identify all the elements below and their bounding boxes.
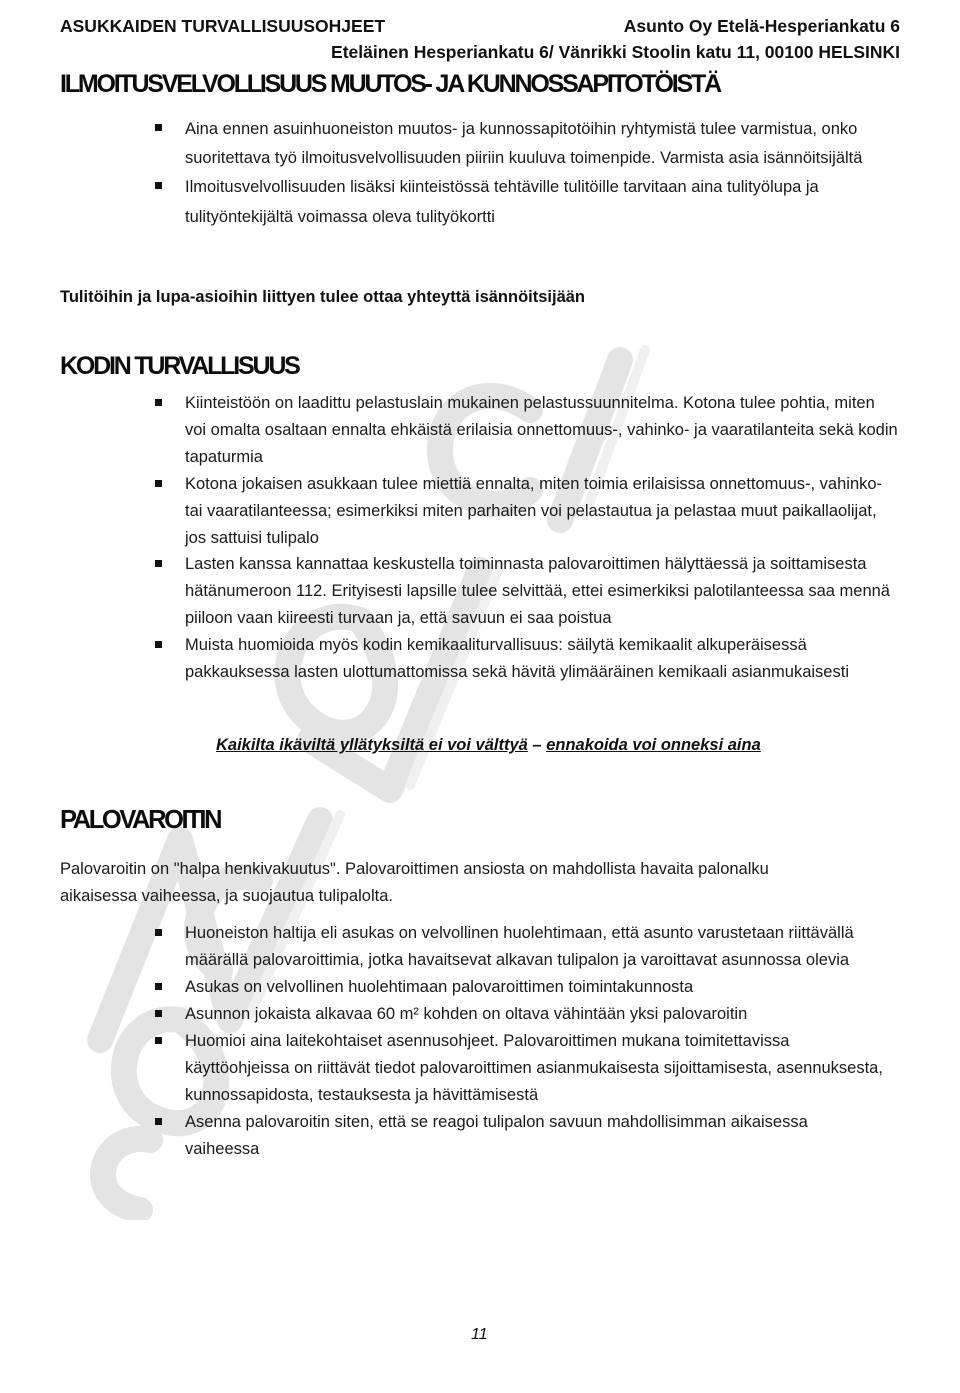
bullet-icon xyxy=(155,560,162,567)
safety-reminder-note: Kaikilta ikäviltä yllätyksiltä ei voi välttyä – ennakoida voi onneksi aina xyxy=(216,736,761,754)
bullet-icon xyxy=(155,1037,162,1044)
list-item: Lasten kanssa kannattaa keskustella toiminnasta palovaroittimen hälyttäessä ja soittamisesta hätänumeroon 112. Erityisesti lapsille tulee selvittää, ettei esimerkiksi palotilanteessa saa mennä piiloon vaan kiireesti turvaan ja, että savuun ei saa poistua xyxy=(185,551,900,632)
list-item: Huoneiston haltija eli asukas on velvollinen huolehtimaan, että asunto varustetaan riittävällä määrällä palovaroittimia, jotka havaitsevat alkavan tulipalon ja varoittavat asunnossa olevia xyxy=(185,920,885,974)
page-number: 11 xyxy=(471,1326,488,1343)
bullet-icon xyxy=(155,480,162,487)
hot-work-contact-note: Tulitöihin ja lupa-asioihin liittyen tulee ottaa yhteyttä isännöitsijään xyxy=(60,288,586,306)
bullet-icon xyxy=(155,182,162,189)
bullet-icon xyxy=(155,1118,162,1125)
smoke-detector-intro: Palovaroitin on "halpa henkivakuutus". Palovaroittimen ansiosta on mahdollista havaita palonalku aikaisessa vaiheessa, ja suojautua tulipalolta. xyxy=(60,860,769,905)
list-item: Kiinteistöön on laadittu pelastuslain mukainen pelastussuunnitelma. Kotona tulee pohtia, miten voi omalta osaltaan ennalta ehkäistä erilaisia onnettomuus-, vahinko- ja vaaratilanteita sekä kodin tapaturmia xyxy=(185,390,900,471)
bullet-icon xyxy=(155,124,162,131)
list-item: Asukas on velvollinen huolehtimaan palovaroittimen toimintakunnosta xyxy=(185,974,885,1001)
list-item: Ilmoitusvelvollisuuden lisäksi kiinteistössä tehtäville tulitöille tarvitaan aina tulityölupa ja tulityöntekijältä voimassa oleva tulityökortti xyxy=(185,173,900,231)
list-item: Kotona jokaisen asukkaan tulee miettiä ennalta, miten toimia erilaisissa onnettomuus-, vahinko- tai vaaratilanteessa; esimerkiksi miten parhaiten voi pelastautua ja pelastaa muut paikallaolijat, jos sattuisi tulipalo xyxy=(185,471,900,552)
bullet-icon xyxy=(155,399,162,406)
housing-company-address: Eteläinen Hesperiankatu 6/ Vänrikki Stoolin katu 11, 00100 HELSINKI xyxy=(331,42,900,62)
list-item: Huomioi aina laitekohtaiset asennusohjeet. Palovaroittimen mukana toimitettavissa käyttöohjeissa on riittävät tiedot palovaroittimen asianmukaisesta sijoittamisesta, asennuksesta, kunnossapidosta, testauksesta ja hävittämisestä xyxy=(185,1028,885,1109)
section-heading-smoke-detector: PALOVAROITIN xyxy=(60,806,221,834)
document-header-title: ASUKKAIDEN TURVALLISUUSOHJEET xyxy=(60,16,386,36)
smoke-detector-bullet-list xyxy=(185,920,885,1163)
bullet-icon xyxy=(155,983,162,990)
list-item: Aina ennen asuinhuoneiston muutos- ja kunnossapitotöihin ryhtymistä tulee varmistua, onko suoritettava työ ilmoitusvelvollisuuden piiriin kuuluva toimenpide. Varmista asia isännöitsijältä xyxy=(185,115,900,173)
bullet-icon xyxy=(155,641,162,648)
section-heading-home-safety: KODIN TURVALLISUUS xyxy=(60,352,299,380)
list-item: Asunnon jokaista alkavaa 60 m² kohden on oltava vähintään yksi palovaroitin xyxy=(185,1001,885,1028)
bullet-icon xyxy=(155,929,162,936)
home-safety-bullet-list xyxy=(185,390,900,686)
notification-bullet-list xyxy=(185,115,900,232)
housing-company-name: Asunto Oy Etelä-Hesperiankatu 6 xyxy=(623,16,900,36)
list-item: Muista huomioida myös kodin kemikaaliturvallisuus: säilytä kemikaalit alkuperäisessä pakkauksessa lasten ulottumattomissa sekä hävitä ylimääräinen kemikaali asianmukaisesti xyxy=(185,632,900,686)
list-item: Asenna palovaroitin siten, että se reagoi tulipalon savuun mahdollisimman aikaisessa vaiheessa xyxy=(185,1109,885,1163)
bullet-icon xyxy=(155,1010,162,1017)
section-heading-notification: ILMOITUSVELVOLLISUUS MUUTOS- JA KUNNOSSAPITOTÖISTÄ xyxy=(60,70,720,98)
